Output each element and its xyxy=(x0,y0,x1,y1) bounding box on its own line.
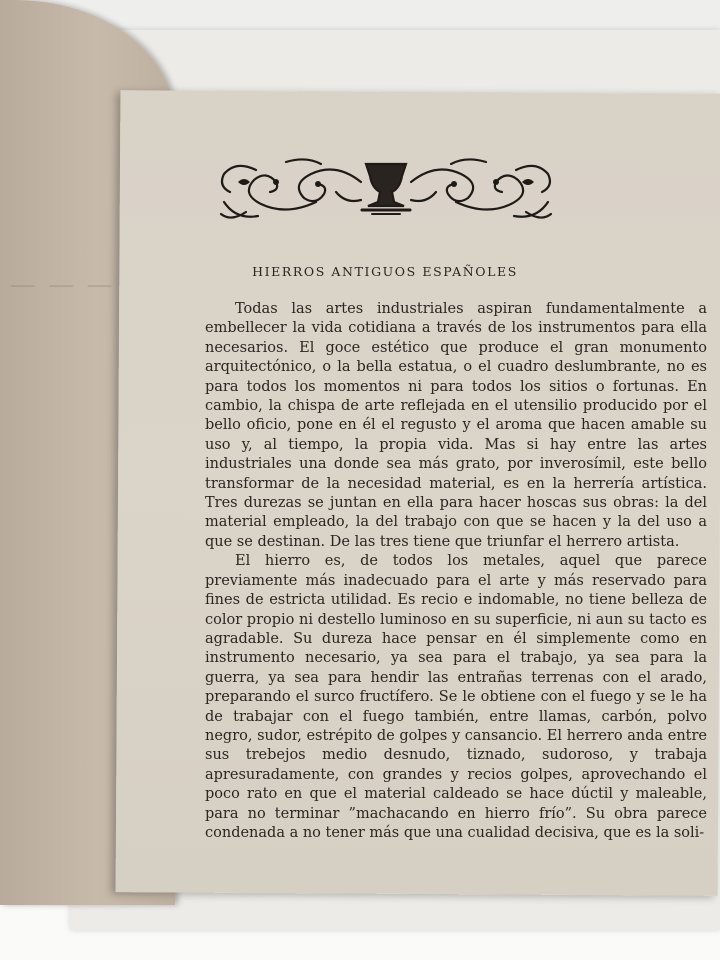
paragraph: Todas las artes industriales aspiran fundamentalmente a embellecer la vida cotidiana a través de los instrumentos para ella necesarios. El goce estético que produce el gran monumento arquitectónico, o la bella estatua, o el cuadro deslumbrante, no es para todos los momentos ni para todos los sitios o fortunas. En cambio, la chispa de arte reflejada en el utensilio producido por el bello oficio, pone en él el regusto y el aroma que hacen amable su uso y, al tiempo, la propia vida. Mas si hay entre las artes industriales una donde sea más grato, por inverosímil, este bello transformar de la necesidad material, es en la herrería artística. Tres durezas se juntan en ella para hacer hoscas sus obras: la del material empleado, la del trabajo con que se hacen y la del uso a que se destinan. De las tres tiene que triunfar el herrero artista. xyxy=(205,301,707,550)
bleed-through-marks: — — — xyxy=(10,270,115,300)
decorative-ornament-icon xyxy=(216,152,556,227)
paragraph: El hierro es, de todos los metales, aquel que parece previamente más inadecuado para el arte y más reservado para fines de estricta utilidad. Es recio e indomable, no tiene belleza de color propio ni destello luminoso en su superficie, ni aun su tacto es agradable. Su dureza hace pensar en él simplemente como en instrumento necesario, ya sea para el trabajo, ya sea para la guerra, ya sea para hendir las entrañas terrenas con el arado, preparando el surco fructífero. Se le obtiene con el fuego y se le ha de trabajar con el fuego también, entre llamas, carbón, polvo negro, sudor, estrépito de golpes y cansancio. El herrero anda entre sus trebejos medio desnudo, tiznado, sudoroso, y trabaja apresuradamente, con grandes y recios golpes, aprovechando el poco rato en que el material caldeado se hace dúctil y maleable, para no terminar ”machacando en hierro frío”. Su obra parece condenada a no tener más que una cualidad decisiva, que es la soli- xyxy=(205,553,707,841)
body-text xyxy=(205,300,707,843)
page-title: HIERROS ANTIGUOS ESPAÑOLES xyxy=(252,264,518,279)
